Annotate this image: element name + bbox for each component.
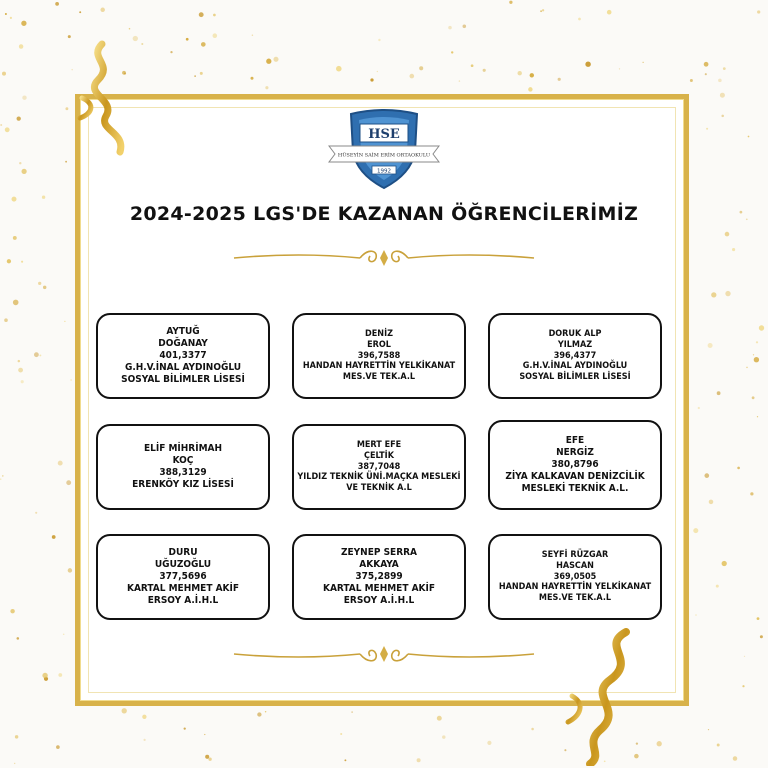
confetti-dot	[205, 755, 209, 759]
confetti-dot	[170, 51, 172, 53]
confetti-dot	[38, 282, 41, 285]
confetti-dot	[718, 79, 722, 83]
confetti-dot	[42, 673, 47, 678]
confetti-dot	[709, 500, 714, 505]
student-last-name: DOĞANAY	[158, 337, 208, 349]
page-title: 2024-2025 LGS'DE KAZANAN ÖĞRENCİLERİMİZ	[129, 203, 639, 225]
confetti-dot	[266, 59, 271, 64]
confetti-dot	[58, 673, 62, 677]
confetti-dot	[65, 161, 67, 163]
gold-ornament-divider-top	[230, 248, 538, 268]
confetti-dot	[528, 87, 532, 91]
student-school-line1: KARTAL MEHMET AKİF	[322, 583, 436, 595]
confetti-dot	[756, 341, 758, 343]
confetti-dot	[18, 368, 23, 373]
student-last-name: UĞUZOĞLU	[154, 558, 212, 570]
confetti-dot	[370, 78, 373, 81]
confetti-dot	[558, 78, 561, 81]
confetti-dot	[5, 13, 7, 15]
confetti-dot	[344, 759, 346, 761]
confetti-dot	[13, 236, 17, 240]
confetti-dot	[100, 8, 104, 12]
student-last-name: EROL	[367, 339, 391, 350]
student-school-line1: YILDIZ TEKNİK ÜNİ.MAÇKA MESLEKİ	[297, 472, 461, 483]
student-card	[292, 424, 466, 510]
confetti-dot	[753, 354, 754, 355]
confetti-dot	[725, 291, 730, 296]
confetti-dot	[578, 18, 581, 21]
confetti-dot	[2, 72, 6, 76]
confetti-dot	[693, 528, 698, 533]
student-score: 369,0505	[553, 571, 597, 582]
confetti-dot	[66, 480, 71, 485]
student-first-name: DURU	[168, 546, 198, 558]
student-school-line1: HANDAN HAYRETTİN YELKİKANAT	[498, 582, 652, 593]
confetti-dot	[723, 67, 726, 70]
confetti-dot	[199, 12, 204, 17]
student-first-name: DENİZ	[365, 328, 393, 339]
confetti-dot	[752, 396, 755, 399]
confetti-dot	[19, 44, 23, 48]
confetti-dot	[744, 656, 745, 657]
confetti-dot	[585, 61, 590, 66]
confetti-dot	[722, 561, 727, 566]
confetti-dot	[754, 357, 759, 362]
confetti-dot	[204, 734, 205, 735]
confetti-dot	[34, 352, 39, 357]
logo-letters: HSE	[368, 127, 400, 142]
confetti-dot	[142, 715, 146, 719]
confetti-dot	[417, 758, 421, 762]
confetti-dot	[252, 34, 253, 35]
student-school-line1: KARTAL MEHMET AKİF	[126, 583, 240, 595]
confetti-dot	[721, 115, 724, 118]
confetti-dot	[43, 286, 46, 289]
confetti-dot	[509, 1, 512, 4]
student-first-name: ZEYNEP SERRA	[340, 546, 418, 558]
student-last-name: NERGİZ	[556, 446, 594, 458]
confetti-dot	[7, 259, 11, 263]
student-first-name: MERT EFE	[356, 439, 402, 450]
confetti-dot	[708, 343, 713, 348]
school-logo-shield	[327, 108, 441, 190]
student-school-line2: SOSYAL BİLİMLER LİSESİ	[519, 372, 631, 383]
confetti-dot	[19, 162, 21, 164]
confetti-dot	[63, 634, 64, 636]
confetti-dot	[21, 169, 26, 174]
confetti-dot	[143, 739, 145, 741]
confetti-dot	[257, 712, 261, 716]
confetti-dot	[459, 80, 460, 81]
confetti-dot	[698, 407, 700, 409]
confetti-dot	[717, 744, 720, 747]
student-first-name: EFE	[565, 434, 585, 446]
student-school-line1: G.H.V.İNAL AYDINOĞLU	[124, 362, 242, 374]
gold-streamer-bottom-right	[560, 626, 650, 766]
student-school-line2: MESLEKİ TEKNİK A.L.	[521, 483, 629, 495]
confetti-dot	[733, 756, 737, 760]
confetti-dot	[0, 478, 1, 480]
confetti-dot	[265, 86, 268, 89]
student-score: 396,7588	[357, 350, 401, 361]
confetti-dot	[442, 735, 445, 738]
confetti-dot	[690, 79, 693, 82]
confetti-dot	[194, 75, 195, 76]
student-score: 375,2899	[355, 570, 403, 582]
confetti-dot	[35, 512, 37, 514]
confetti-dot	[15, 735, 18, 738]
confetti-dot	[704, 473, 709, 478]
confetti-dot	[21, 380, 24, 383]
confetti-dot	[377, 71, 378, 72]
student-card	[96, 424, 270, 510]
confetti-dot	[704, 62, 709, 67]
confetti-dot	[759, 325, 764, 330]
student-school-line1: ZİYA KALKAVAN DENİZCİLİK	[505, 471, 645, 483]
confetti-dot	[13, 300, 19, 306]
confetti-dot	[213, 33, 218, 38]
confetti-dot	[437, 716, 442, 721]
student-card	[96, 313, 270, 399]
student-school-line2: ERSOY A.İ.H.L	[343, 595, 415, 607]
student-last-name: YILMAZ	[557, 339, 593, 350]
confetti-dot	[10, 17, 12, 19]
confetti-dot	[10, 609, 14, 613]
confetti-dot	[55, 2, 59, 6]
confetti-dot	[695, 614, 697, 616]
confetti-dot	[619, 68, 620, 69]
confetti-dot	[351, 711, 352, 712]
confetti-dot	[21, 261, 23, 263]
confetti-dot	[79, 11, 81, 13]
student-school-line2: ERSOY A.İ.H.L	[147, 595, 219, 607]
confetti-dot	[200, 72, 203, 75]
student-score: 387,7048	[357, 461, 401, 472]
confetti-dot	[64, 321, 65, 322]
student-last-name: KOÇ	[172, 454, 194, 466]
confetti-dot	[14, 763, 15, 764]
confetti-dot	[208, 758, 211, 761]
confetti-dot	[757, 416, 758, 417]
confetti-dot	[542, 9, 544, 11]
student-first-name: DORUK ALP	[548, 328, 602, 339]
confetti-dot	[213, 14, 216, 17]
student-card	[488, 313, 662, 399]
confetti-dot	[52, 535, 56, 539]
confetti-dot	[42, 196, 45, 199]
logo-year: 1992	[377, 168, 391, 175]
confetti-dot	[18, 360, 20, 362]
confetti-dot	[12, 197, 17, 202]
student-score: 401,3377	[159, 349, 207, 361]
confetti-dot	[530, 73, 534, 77]
confetti-dot	[419, 66, 423, 70]
confetti-dot	[748, 136, 750, 138]
confetti-dot	[705, 73, 707, 75]
confetti-dot	[607, 10, 612, 15]
student-card	[292, 534, 466, 620]
gold-streamer-top-left	[68, 40, 148, 160]
confetti-dot	[265, 711, 266, 712]
student-school-line2: MES.VE TEK.A.L	[538, 593, 612, 604]
confetti-dot	[737, 467, 740, 470]
confetti-dot	[742, 685, 744, 687]
confetti-dot	[17, 637, 20, 640]
confetti-dot	[21, 21, 26, 26]
confetti-dot	[250, 77, 253, 80]
confetti-dot	[732, 248, 735, 251]
student-card	[96, 534, 270, 620]
confetti-dot	[58, 461, 63, 466]
student-card	[292, 313, 466, 399]
student-first-name: ELİF MİHRİMAH	[143, 442, 223, 454]
gold-ornament-divider-bottom	[230, 644, 538, 664]
student-score: 377,5696	[159, 570, 207, 582]
student-school-line1: G.H.V.İNAL AYDINOĞLU	[522, 361, 628, 372]
student-school-line1: HANDAN HAYRETTİN YELKİKANAT	[302, 361, 456, 372]
confetti-dot	[336, 66, 342, 72]
student-last-name: HASCAN	[556, 560, 594, 571]
student-score: 396,4377	[553, 350, 597, 361]
confetti-dot	[517, 71, 521, 75]
confetti-dot	[720, 93, 725, 98]
confetti-dot	[757, 617, 760, 620]
student-school-line2: MES.VE TEK.A.L	[342, 372, 416, 383]
confetti-dot	[483, 69, 486, 72]
confetti-dot	[4, 318, 8, 322]
confetti-dot	[463, 25, 467, 29]
confetti-dot	[711, 292, 716, 297]
confetti-dot	[201, 42, 206, 47]
confetti-dot	[451, 51, 453, 53]
confetti-dot	[378, 39, 380, 41]
student-last-name: AKKAYA	[359, 558, 399, 570]
student-first-name: AYTUĞ	[166, 325, 200, 337]
confetti-dot	[70, 379, 71, 380]
confetti-dot	[757, 10, 760, 13]
confetti-dot	[448, 26, 452, 30]
student-school-line2: SOSYAL BİLİMLER LİSESİ	[121, 374, 245, 386]
confetti-dot	[531, 728, 534, 731]
confetti-dot	[22, 96, 26, 100]
confetti-dot	[5, 127, 10, 132]
confetti-dot	[725, 232, 730, 237]
confetti-dot	[716, 585, 719, 588]
student-card	[488, 534, 662, 620]
confetti-dot	[273, 57, 278, 62]
confetti-dot	[717, 391, 721, 395]
confetti-dot	[657, 741, 662, 746]
confetti-dot	[17, 116, 21, 120]
student-school-line1: ERENKÖY KIZ LİSESİ	[132, 479, 234, 491]
confetti-dot	[129, 28, 131, 30]
student-card	[488, 420, 662, 510]
confetti-dot	[750, 492, 753, 495]
student-first-name: SEYFİ RÜZGAR	[541, 549, 609, 560]
confetti-dot	[122, 708, 127, 713]
confetti-dot	[68, 568, 72, 572]
confetti-dot	[643, 62, 644, 63]
confetti-dot	[706, 128, 708, 130]
confetti-dot	[0, 124, 2, 126]
confetti-dot	[2, 475, 4, 477]
confetti-dot	[540, 10, 542, 12]
confetti-dot	[760, 635, 763, 638]
confetti-dot	[39, 354, 41, 356]
confetti-dot	[340, 733, 342, 735]
confetti-dot	[56, 745, 60, 749]
logo-ribbon-text: HÜSEYİN SAİM ERİM ORTAOKULU	[337, 152, 431, 159]
confetti-dot	[409, 74, 414, 79]
student-school-line2: VE TEKNİK A.L	[346, 483, 412, 494]
confetti-dot	[471, 64, 474, 67]
student-last-name: ÇELTİK	[364, 450, 394, 461]
confetti-dot	[186, 38, 189, 41]
confetti-dot	[708, 729, 709, 730]
confetti-dot	[746, 367, 748, 369]
student-score: 380,8796	[551, 458, 599, 470]
confetti-dot	[68, 35, 71, 38]
student-score: 388,3129	[159, 467, 207, 478]
confetti-dot	[487, 741, 491, 745]
confetti-dot	[184, 727, 186, 729]
